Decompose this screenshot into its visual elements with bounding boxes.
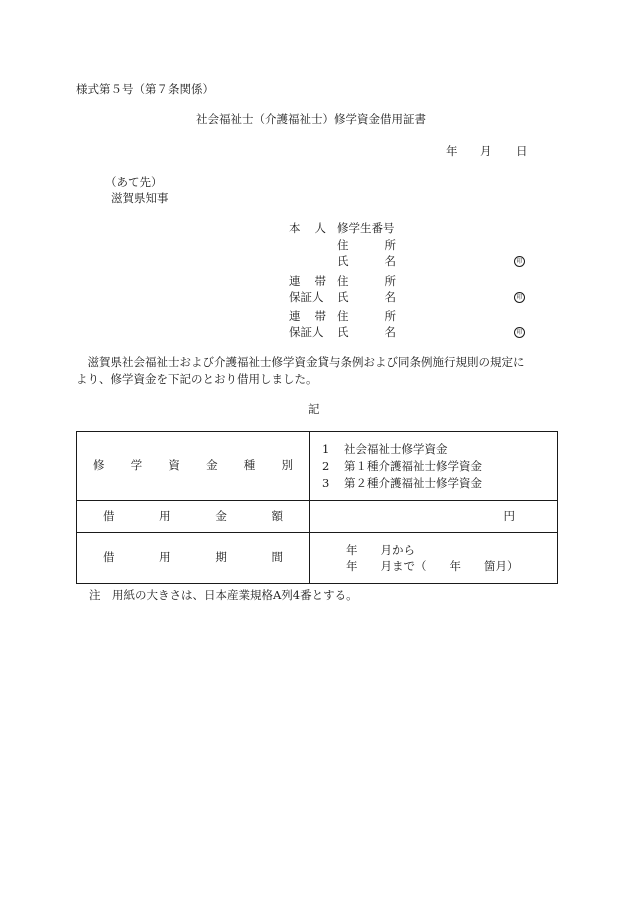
- addressee-name: 滋賀県知事: [111, 191, 169, 205]
- addressee-label: （あて先）: [105, 175, 163, 189]
- loan-type-label: 修 学 資 金 種 別: [77, 432, 310, 501]
- loan-amount-label: 借 用 金 額: [77, 501, 310, 533]
- guarantor2-address-label: 住 所: [337, 309, 396, 323]
- loan-type-option-2[interactable]: 2 第１種介護福祉士修学資金: [322, 458, 482, 473]
- guarantor1-label-bottom: 保証人: [289, 290, 324, 304]
- form-number: 様式第５号（第７条関係）: [76, 82, 214, 96]
- date-line: [446, 144, 528, 158]
- loan-type-options: [310, 432, 558, 501]
- borrower-seal-mark: 印: [514, 256, 525, 267]
- loan-type-option-1[interactable]: 1 社会福祉士修学資金: [322, 441, 448, 456]
- loan-amount-field[interactable]: [310, 501, 558, 533]
- table-row-loan-type: [77, 432, 558, 501]
- date-day: 日: [516, 144, 528, 158]
- guarantor2-seal-mark: 印: [514, 327, 525, 338]
- table-row-loan-amount: [77, 501, 558, 533]
- guarantor1-address-label: 住 所: [337, 274, 396, 288]
- student-number-label: 修学生番号: [337, 221, 395, 235]
- borrower-label: 本 人: [289, 221, 326, 235]
- body-line-2: より、修学資金を下記のとおり借用しました。: [76, 372, 318, 386]
- guarantor2-label-bottom: 保証人: [289, 325, 324, 339]
- loan-period-label: 借 用 期 間: [77, 533, 310, 584]
- ki-heading: 記: [308, 402, 320, 416]
- loan-type-option-3[interactable]: 3 第２種介護福祉士修学資金: [322, 475, 482, 490]
- period-from: 年 月から: [346, 543, 415, 557]
- period-to: 年 月まで（ 年 箇月）: [346, 559, 519, 573]
- table-row-loan-period: [77, 533, 558, 584]
- body-line-1: 滋賀県社会福祉士および介護福祉士修学資金貸与条例および同条例施行規則の規定に: [76, 355, 525, 369]
- guarantor2-label-top: 連 帯: [289, 309, 326, 323]
- borrower-name-label: 氏 名: [337, 254, 396, 268]
- document-title: 社会福祉士（介護福祉士）修学資金借用証書: [196, 112, 426, 126]
- loan-details-table: [76, 431, 558, 584]
- date-year: 年: [446, 144, 458, 158]
- guarantor1-name-label: 氏 名: [337, 290, 396, 304]
- guarantor1-label-top: 連 帯: [289, 274, 326, 288]
- borrower-address-label: 住 所: [337, 238, 396, 252]
- guarantor2-name-label: 氏 名: [337, 325, 396, 339]
- yen-unit: 円: [503, 508, 515, 523]
- date-month: 月: [480, 144, 492, 158]
- guarantor1-seal-mark: 印: [514, 292, 525, 303]
- paper-size-note: 注 用紙の大きさは、日本産業規格A列4番とする。: [89, 588, 358, 602]
- loan-period-field[interactable]: [310, 533, 558, 584]
